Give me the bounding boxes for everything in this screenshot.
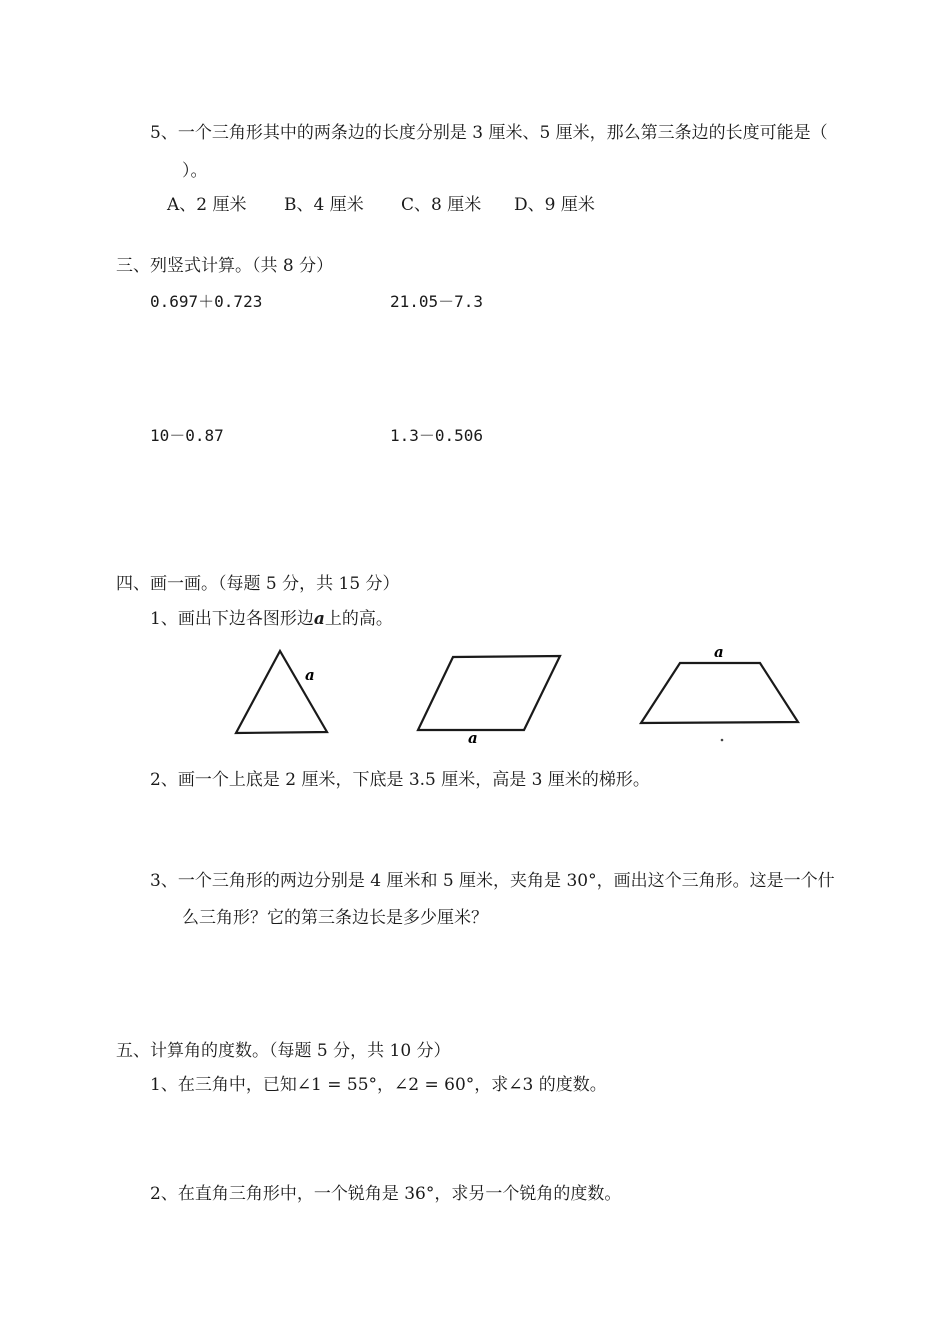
section5-q1: 1、在三角中，已知∠1 = 55°，∠2 = 60°，求∠3 的度数。 xyxy=(150,1075,607,1095)
trapezoid-figure xyxy=(641,643,798,741)
calc-expression-2: 21.05－7.3 xyxy=(390,292,484,311)
q5-option-b: B、4 厘米 xyxy=(284,195,364,215)
section5-heading: 五、计算角的度数。（每题 5 分，共 10 分） xyxy=(116,1041,451,1061)
parallelogram-figure xyxy=(418,656,560,747)
section4-q2: 2、画一个上底是 2 厘米，下底是 3.5 厘米，高是 3 厘米的梯形。 xyxy=(150,770,650,790)
section4-q1-variable: a xyxy=(313,609,325,629)
q5-option-d: D、9 厘米 xyxy=(514,195,595,215)
trapezoid-side-label: a xyxy=(714,643,724,661)
section4-q1 xyxy=(150,611,393,628)
calc-expression-1: 0.697＋0.723 xyxy=(150,292,263,311)
speck-dot xyxy=(721,739,724,742)
section4-q1-prefix: 1、画出下边各图形边 xyxy=(150,609,314,629)
section4-q1-suffix: 上的高。 xyxy=(324,609,393,629)
calc-expression-4: 1.3－0.506 xyxy=(390,426,484,445)
triangle-figure xyxy=(236,651,327,733)
q5-text-line1: 5、一个三角形其中的两条边的长度分别是 3 厘米、5 厘米，那么第三条边的长度可能是（ xyxy=(150,123,828,143)
q5-text-line2: ）。 xyxy=(182,161,208,181)
section5-q2: 2、在直角三角形中，一个锐角是 36°，求另一个锐角的度数。 xyxy=(150,1184,622,1204)
q5-option-a: A、2 厘米 xyxy=(167,195,247,215)
section4-q3-line1: 3、一个三角形的两边分别是 4 厘米和 5 厘米，夹角是 30°，画出这个三角形。这是一个什 xyxy=(150,871,835,891)
geometry-figures xyxy=(0,640,950,760)
section3-heading: 三、列竖式计算。（共 8 分） xyxy=(116,256,334,276)
calc-expression-3: 10－0.87 xyxy=(150,426,224,445)
parallelogram-side-label: a xyxy=(468,729,478,747)
q5-option-c: C、8 厘米 xyxy=(401,195,482,215)
triangle-side-label: a xyxy=(305,666,315,684)
section4-q3-line2: 么三角形？它的第三条边长是多少厘米？ xyxy=(182,908,488,928)
section4-heading: 四、画一画。（每题 5 分，共 15 分） xyxy=(116,574,400,594)
